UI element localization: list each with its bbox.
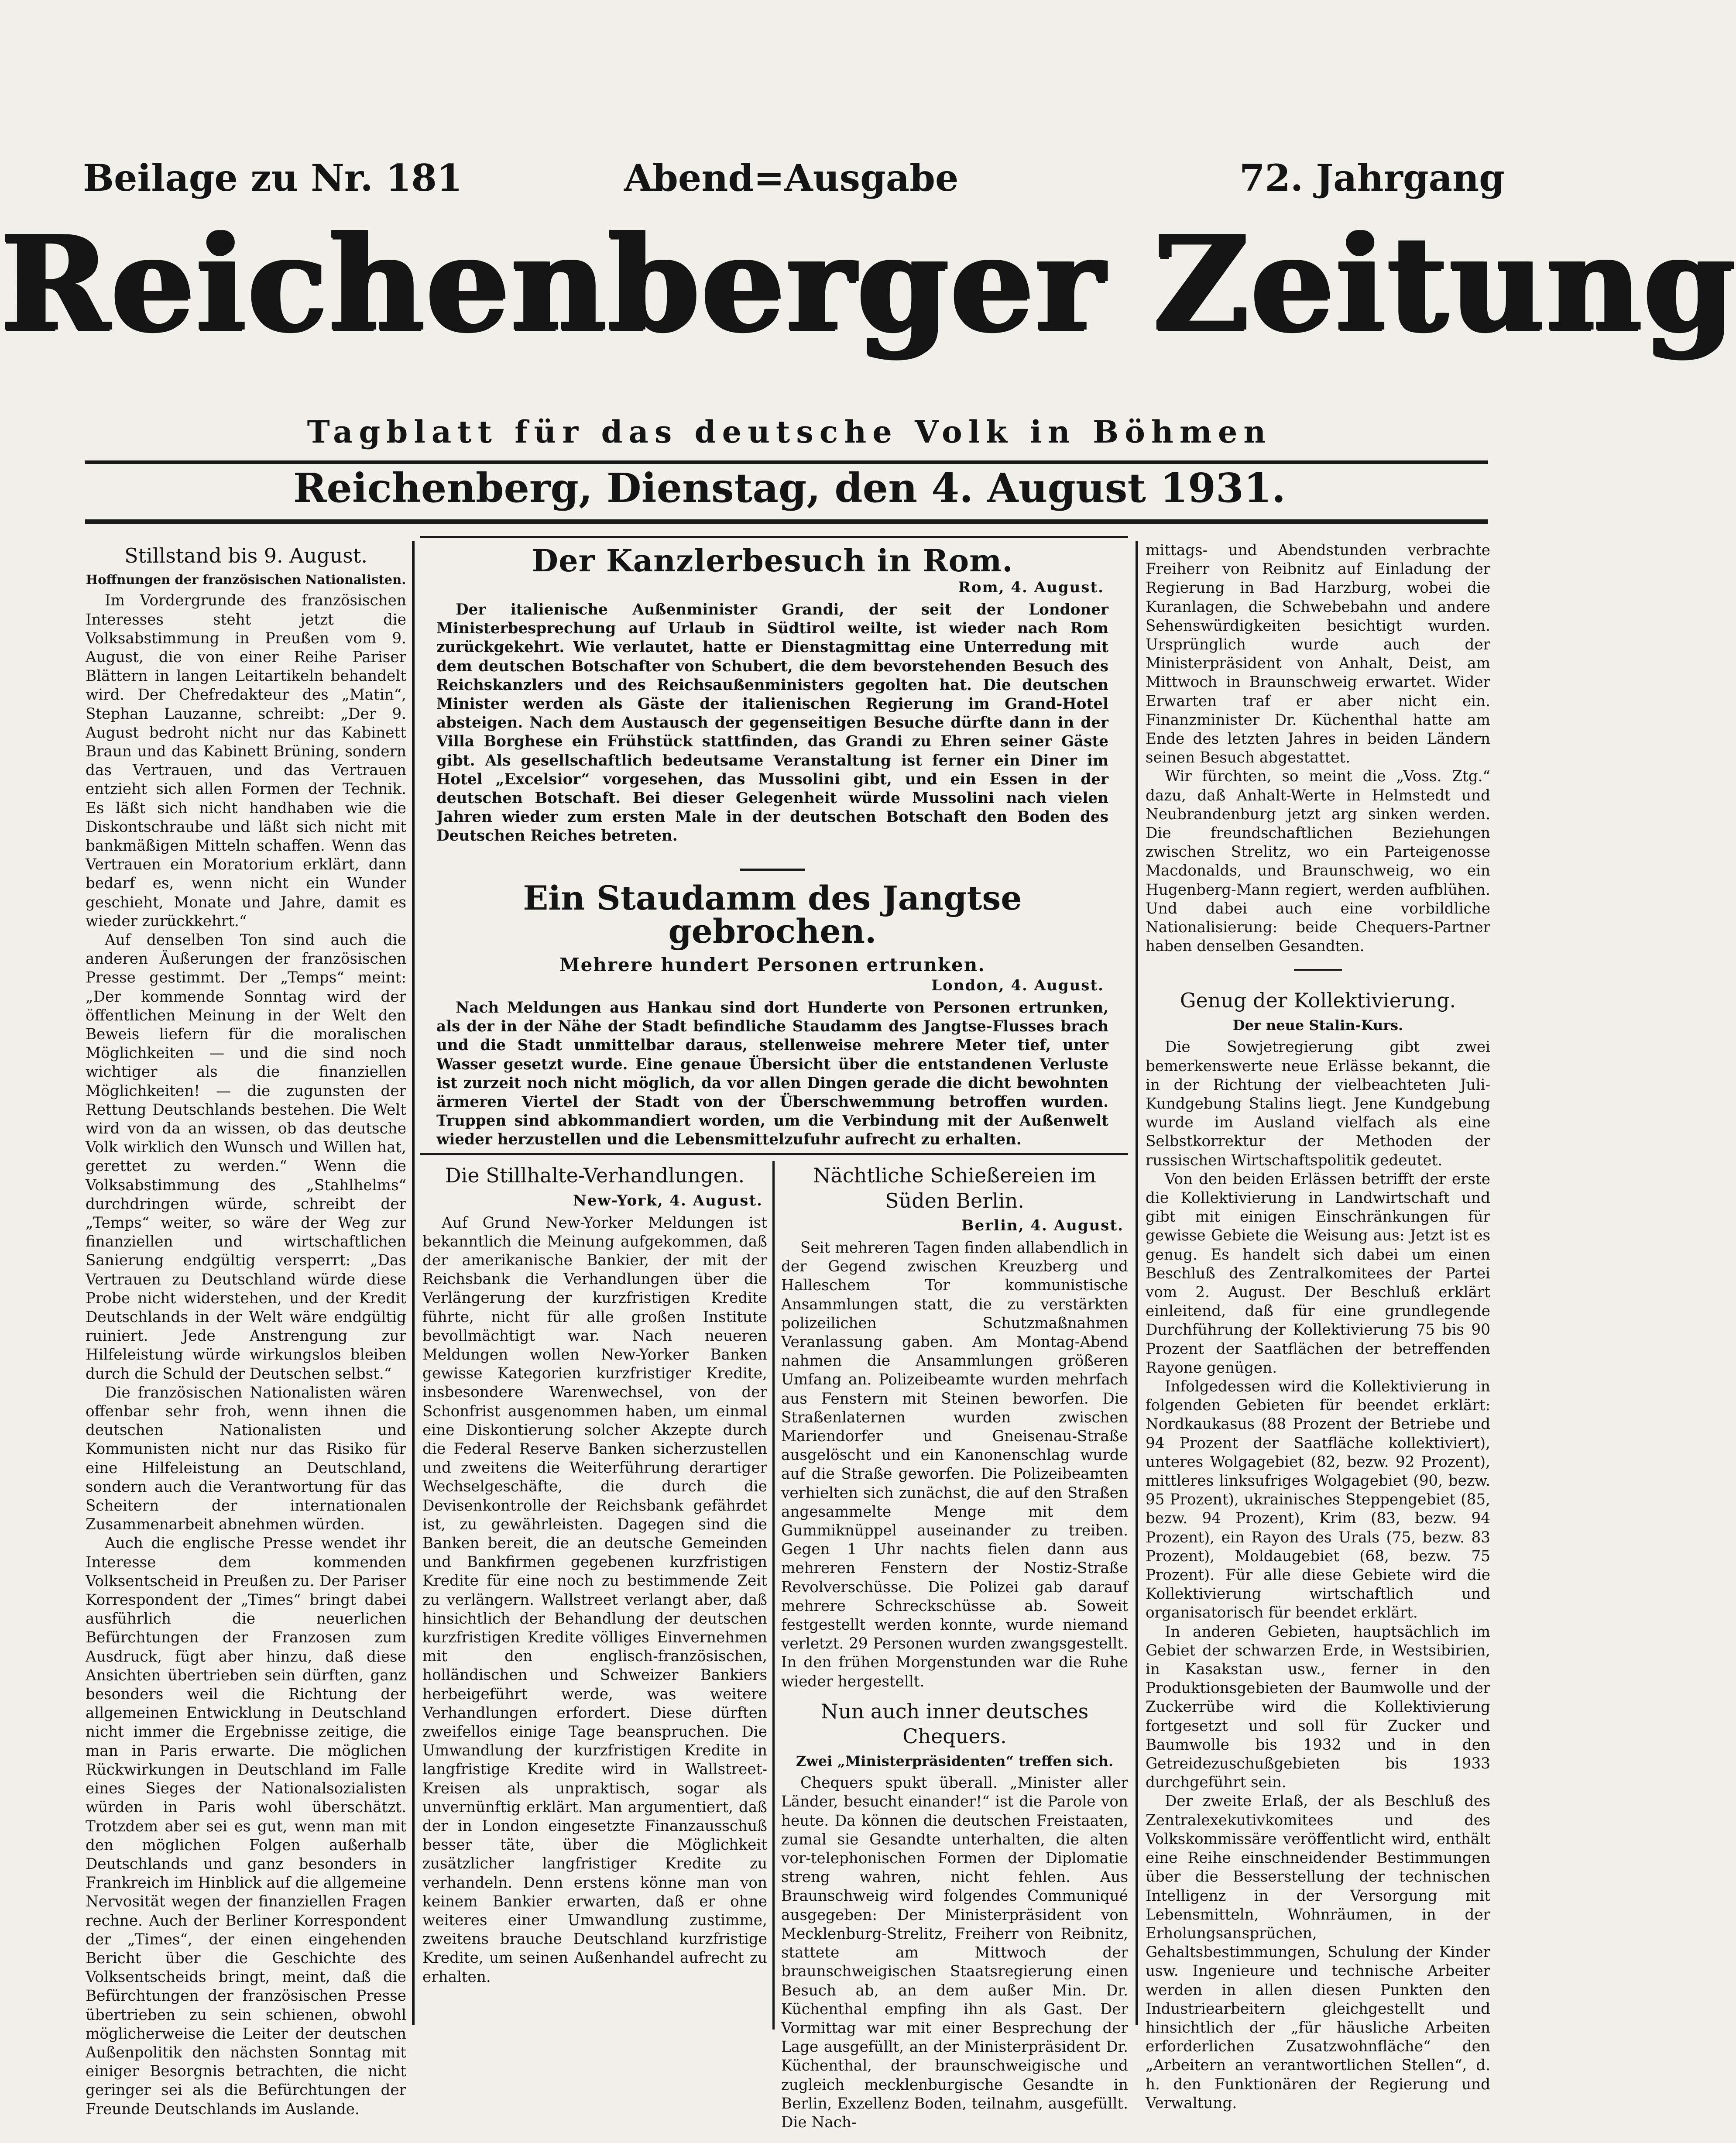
article-title: Ein Staudamm des Jangtse gebrochen. (523, 879, 1022, 951)
article-title: Die Stillhalte-Verhandlungen. (445, 1164, 745, 1187)
paragraph: Chequers spukt überall. „Minister aller Länder, besucht einander!“ ist die Parole von heute. Da können die deutschen Freistaaten, zumal sie Gesandte unterhalten, die alten vor-telephonischen Formen der Diplomatie streng wahren, nicht fehlen. Aus Braunschweig wird folgendes Communiqué ausgegeben: Der Ministerpräsident von Mecklenburg-Strelitz, Freiherr von Reibnitz, stattete am Mittwoch der braunschweigischen Staatsregierung einen Besuch ab, an dem außer Min. Dr. Küchenthal empfing ihn als Gast. Der Vormittag war mit einer Besprechung der Lage ausgefüllt, an der Ministerpräsident Dr. Küchenthal, der braunschweigische und zugleich mecklenburgische Gesandte in Berlin, Exzellenz Boden, teilnahm, ausgefüllt. Die Nach- (781, 1774, 1128, 2131)
article-kollektivierung (1146, 541, 1490, 2112)
article-title: Nächtliche Schießereien im Süden Berlin. (813, 1164, 1096, 1212)
paragraph: mittags- und Abendstunden verbrachte Freiherr von Reibnitz auf Einladung der Regierung in Bad Harzburg, wobei die Kuranlagen, die Schwebebahn und andere Sehenswürdigkeiten besichtigt wurden. Ursprünglich wurde auch der Ministerpräsident von Anhalt, Deist, am Mittwoch in Braunschweig erwartet. Wider Erwarten traf er aber nicht ein. Finanzminister Dr. Küchenthal hatte am Ende des letzten Jahres in beiden Ländern seinen Besuch abgestattet. (1146, 542, 1490, 767)
article-title: Der Kanzlerbesuch in Rom. (532, 543, 1013, 579)
column-divider-1 (412, 541, 415, 2025)
paragraph: Im Vordergrunde des französischen Interesses steht jetzt die Volksabstimmung in Preußen vom 9. August, die von einer Reihe Pariser Blättern in langen Leitartikeln behandelt wird. Der Chefredakteur des „Matin“, Stephan Lauzanne, schreibt: „Der 9. August bedroht nicht nur das Kabinett Braun und das Kabinett Brüning, sondern das Vertrauen, und das Vertrauen entzieht sich allen Formen der Technik. Es läßt sich nicht handhaben wie die Diskontschraube und läßt sich nicht mit bankmäßigen Mitteln schaffen. Wenn das Vertrauen ein Moratorium erklärt, dann bedarf es, wenn nicht ein Wunder geschieht, Monate und Jahre, damit es wieder zurückkehrt.“ (86, 592, 406, 930)
paragraph: Von den beiden Erlässen betrifft der erste die Kollektivierung in Landwirtschaft und gibt mit einigen Einschränkungen für gewisse Gebiete die Weisung aus: Jetzt ist es genug. Es handelt sich dabei um einen Beschluß des Zentralkomitees der Partei vom 2. August. Der Beschluß erklärt einleitend, daß für eine grundlegende Durchführung der Kollektivierung 75 bis 90 Prozent der Saatflächen der betreffenden Rayone genügen. (1146, 1170, 1490, 1377)
article-title: Nun auch inner deutsches Chequers. (820, 1699, 1089, 1748)
paragraph: Der zweite Erlaß, der als Beschluß des Zentralexekutivkomitees und des Volkskommissäre veröffentlicht wird, enthält eine Reihe einschneidender Bestimmungen über die Besserstellung der technischen Intelligenz in der Versorgung mit Lebensmitteln, Wohnräumen, in der Erholungsansprüchen, Gehaltsbestimmungen, Schulung der Kinder usw. Ingenieure und technische Arbeiter werden in allen diesen Punkten den Industriearbeitern gleichgestellt und hinsichtlich der „für häusliche Arbeiten erforderlichen Zusatzwohnfläche“ den „Arbeitern an verantwortlichen Stellen“, d. h. den Funktionären der Regierung und Verwaltung. (1146, 1793, 1490, 2112)
edition-label: Abend=Ausgabe (624, 156, 959, 199)
article-kanzlerbesuch (436, 543, 1108, 869)
article-schiessereien (781, 1163, 1128, 2131)
separator (1294, 969, 1342, 971)
paragraph: Wir fürchten, so meint die „Voss. Ztg.“ dazu, daß Anhalt-Werte in Helmstedt und Neubrandenburg jetzt arg sinken werden. Die freundschaftlichen Beziehungen zwischen Strelitz, wo ein Parteigenosse Macdonalds, und Braunschweig, wo ein Hugenberg-Mann regiert, werden aufblühen. Und dabei auch eine vorbildliche Nationalisierung: beide Chequers-Partner haben denselben Gesandten. (1146, 768, 1490, 955)
paragraph: Auch die englische Presse wendet ihr Interesse dem kommenden Volksentscheid in Preußen zu. Der Pariser Korrespondent der „Times“ bringt dabei ausführlich die neuerlichen Befürchtungen der Franzosen zum Ausdruck, fügt aber hinzu, daß diese Ansichten übertrieben sein dürften, ganz besonders weil die Richtung der allgemeinen Entwicklung in Deutschland nicht immer die Ergebnisse zeitige, die man in Paris erwarte. Die möglichen Rückwirkungen in Deutschland im Falle eines Sieges der Nationalsozialisten würden in Paris wohl überschätzt. Trotzdem aber sei es gut, wenn man mit den möglichen Folgen außerhalb Deutschlands und ganz besonders in Frankreich im Hinblick auf die allgemeine Nervosität wegen der finanziellen Fragen rechne. Auch der Berliner Korrespondent der „Times“, der einen eingehenden Bericht über die Geschichte des Volksentscheids bringt, meint, daß die Befürchtungen der französischen Presse übertrieben zu sein schienen, obwohl möglicherweise die Leiter der deutschen Außenpolitik den nächsten Sonntag mit einiger Besorgnis betrachten, die nicht geringer sei als die Befürchtungen der Freunde Deutschlands im Auslande. (86, 1535, 406, 2118)
column-divider-2 (772, 1161, 775, 2030)
paragraph: Seit mehreren Tagen finden allabendlich in der Gegend zwischen Kreuzberg und Halleschem Tor kommunistische Ansammlungen statt, die zu verstärkten polizeilichen Schutzmaßnahmen Veranlassung gaben. Am Montag-Abend nahmen die Ansammlungen größeren Umfang an. Polizeibeamte wurden mehrfach aus Fenstern mit Steinen beworfen. Die Straßenlaternen wurden zwischen Mariendorfer und Gneisenau-Straße ausgelöscht und ein Kanonenschlag wurde auf die Straße geworfen. Die Polizeibeamten verhielten sich zunächst, die auf den Straßen angesammelte Menge mit dem Gummiknüppel auseinander zu treiben. Gegen 1 Uhr nachts fielen dann aus mehreren Fenstern der Nostiz-Straße Revolverschüsse. Die Polizei gab darauf mehrere Schreckschüsse ab. Soweit festgestellt werden konnte, wurde niemand verletzt. 29 Personen wurden zwangsgestellt. In den frühen Morgenstunden war die Ruhe wieder hergestellt. (781, 1239, 1128, 1690)
paragraph: Infolgedessen wird die Kollektivierung in folgenden Gebieten für beendet erklärt: Nordkaukasus (88 Prozent der Betriebe und 94 Prozent der Saatfläche kollektiviert), unteres Wolgagebiet (82, bezw. 92 Prozent), mittleres linksufriges Wolgagebiet (90, bezw. 95 Prozent), ukrainisches Steppengebiet (85, bezw. 94 Prozent), Krim (83, bezw. 94 Prozent), ein Rayon des Urals (75, bezw. 83 Prozent), Moldaugebiet (68, bezw. 75 Prozent). Für alle diese Gebiete wird die Kollektivierung wirtschaftlich und organisatorisch für beendet erklärt. (1146, 1378, 1490, 1622)
newspaper-title: Reichenberger Zeitung (0, 206, 1736, 361)
header-rule-bottom (85, 519, 1488, 524)
paragraph: In anderen Gebieten, hauptsächlich im Gebiet der schwarzen Erde, in Westsibirien, in Kasakstan usw., ferner in den Produktionsgebieten der Baumwolle und der Zuckerrübe wird die Kollektivierung fortgesetzt und soll für Zucker und Baumwolle bis 1932 und in den Getreidezuschußgebieten bis 1933 durchgeführt sein. (1146, 1623, 1490, 1792)
beilage-label: Beilage zu Nr. 181 (83, 156, 463, 199)
article-place: New-York, 4. August. (573, 1192, 763, 1209)
box-rule-bottom (420, 1153, 1128, 1155)
article-stillstand (86, 543, 406, 2118)
tagline: Tagblatt für das deutsche Volk in Böhmen (307, 414, 1272, 450)
paragraph: Auf Grund New-Yorker Meldungen ist bekanntlich die Meinung aufgekommen, daß der amerikanische Bankier, der mit der Reichsbank die Verhandlungen über die Verlängerung der kurzfristigen Kredite führte, nicht für alle großen Institute bevollmächtigt war. Nach neueren Meldungen wollen New-Yorker Banken gewisse Kategorien kurzfristiger Kredite, insbesondere Warenwechsel, von der Schonfrist ausgenommen haben, um einmal eine Diskontierung solcher Akzepte durch die Federal Reserve Banken sicherzustellen und zweitens die Weiterführung derartiger Wechselgeschäfte, die durch die Devisenkontrolle der Reichsbank gefährdet ist, zu gewährleisten. Dagegen sind die Banken bereit, die an deutsche Gemeinden und Bankfirmen gegebenen kurzfristigen Kredite für eine noch zu bestimmende Zeit zu verlängern. Wallstreet verlangt aber, daß hinsichtlich der Behandlung der deutschen kurzfristigen Kredite völliges Einvernehmen mit den englisch-französischen, holländischen und Schweizer Bankiers herbeigeführt werde, was weitere Verhandlungen erfordert. Diese dürften zweifellos einige Tage beanspruchen. Die Umwandlung der kurzfristigen Kredite in langfristige Kredite wird in Wallstreet-Kreisen als unpraktisch, sogar als unvernünftig erklärt. Man argumentiert, daß der in London eingesetzte Finanzausschuß besser täte, über die Möglichkeit zusätzlicher langfristiger Kredite zu verhandeln. Denn erstens könne man von keinem Bankier erwarten, daß er ohne weiteres einer Umwandlung zustimme, zweitens brauche Deutschland kurzfristige Kredite, um seinen Außenhandel aufrecht zu erhalten. (422, 1214, 767, 1986)
dateline: Reichenberg, Dienstag, den 4. August 1931. (293, 464, 1286, 512)
separator (740, 869, 805, 871)
paragraph: Die französischen Nationalisten wären offenbar sehr froh, wenn ihnen die deutschen Nationalisten und Kommunisten nicht nur das Risiko für eine Hilfeleistung an Deutschland, sondern auch die Verantwortung für das Scheitern der internationalen Zusammenarbeit abnehmen würden. (86, 1384, 406, 1534)
article-stillhalte (422, 1163, 767, 2014)
article-jangtse (436, 879, 1108, 1152)
paragraph: Der italienische Außenminister Grandi, der seit der Londoner Ministerbesprechung auf Urlaub in Südtirol weilte, ist wieder nach Rom zurückgekehrt. Wie verlautet, hatte er Dienstagmittag eine Unterredung mit dem deutschen Botschafter von Schubert, die dem bevorstehenden Besuch des Reichskanzlers und des Reichsaußenministers gegolten hat. Die deutschen Minister werden als Gäste der italienischen Regierung im Grand-Hotel absteigen. Nach dem Austausch der gegenseitigen Besuche dürfte dann in der Villa Borghese ein Frühstück stattfinden, das Grandi zu Ehren seiner Gäste gibt. Als gesellschaftlich bedeutsame Veranstaltung ist ferner ein Diner im Hotel „Excelsior“ vorgesehen, das Mussolini gibt, und ein Essen in der deutschen Botschaft. Bei dieser Gelegenheit würde Mussolini nach vielen Jahren wieder zum ersten Male in der deutschen Botschaft den Boden des Deutschen Reiches betreten. (436, 601, 1108, 845)
article-place: Rom, 4. August. (958, 579, 1104, 596)
volume-label: 72. Jahrgang (1239, 156, 1505, 199)
column-divider-3 (1136, 541, 1138, 2025)
paragraph: Nach Meldungen aus Hankau sind dort Hunderte von Personen ertrunken, als der in der Nähe der Stadt befindliche Staudamm des Jangtse-Flusses brach und die Stadt unmittelbar daraus, stellenweise mehrere Meter tief, unter Wasser gesetzt wurde. Eine genaue Übersicht über die entstandenen Verluste ist zurzeit noch nicht möglich, da vor allen Dingen gerade die dicht bewohnten ärmeren Viertel der Stadt von der Überschwemmung betroffen wurden. Truppen sind abkommandiert worden, um die Verbindung mit der Außenwelt wieder herzustellen und die Lebensmittelzufuhr aufrecht zu erhalten. (436, 999, 1108, 1149)
article-place: Berlin, 4. August. (961, 1217, 1124, 1234)
box-rule-top (420, 536, 1128, 538)
article-subtitle: Der neue Stalin-Kurs. (1232, 1017, 1403, 1034)
paragraph: Auf denselben Ton sind auch die anderen Äußerungen der französischen Presse gestimmt. Der „Temps“ meint: „Der kommende Sonntag wird der öffentlichen Meinung in der Welt den Beweis liefern für die moralischen Möglichkeiten — und die sind noch wichtiger als die finanziellen Möglichkeiten! — die zugunsten der Rettung Deutschlands bestehen. Die Welt wird von da an wissen, ob das deutsche Volk wirklich den Wunsch und Willen hat, gerettet zu werden.“ Wenn die Volksabstimmung des „Stahlhelms“ durchdringen würde, schreibt der „Temps“ weiter, so wäre der Weg zur finanziellen und wirtschaftlichen Sanierung endgültig versperrt: „Das Vertrauen zu Deutschland würde diese Probe nicht widerstehen, und der Kredit Deutschlands in der Welt wäre endgültig ruiniert. Jede Anstrengung zur Hilfeleistung würde wirkungslos bleiben durch die Schuld der Deutschen selbst.“ (86, 931, 406, 1383)
article-place: London, 4. August. (931, 977, 1104, 994)
article-subtitle: Mehrere hundert Personen ertrunken. (559, 954, 985, 975)
header-rule-top (85, 460, 1488, 464)
article-subtitle: Zwei „Ministerpräsidenten“ treffen sich. (796, 1752, 1114, 1769)
paragraph: Die Sowjetregierung gibt zwei bemerkenswerte neue Erlässe bekannt, die in der Richtung der vielbeachteten Juli-Kundgebung Stalins liegt. Jene Kundgebung wurde im Ausland vielfach als eine Selbstkorrektur der Methoden der russischen Wirtschaftspolitik gedeutet. (1146, 1038, 1490, 1169)
article-title: Genug der Kollektivierung. (1180, 989, 1456, 1013)
article-subtitle: Hoffnungen der französischen Nationalisten. (86, 572, 406, 587)
article-title: Stillstand bis 9. August. (124, 544, 367, 567)
